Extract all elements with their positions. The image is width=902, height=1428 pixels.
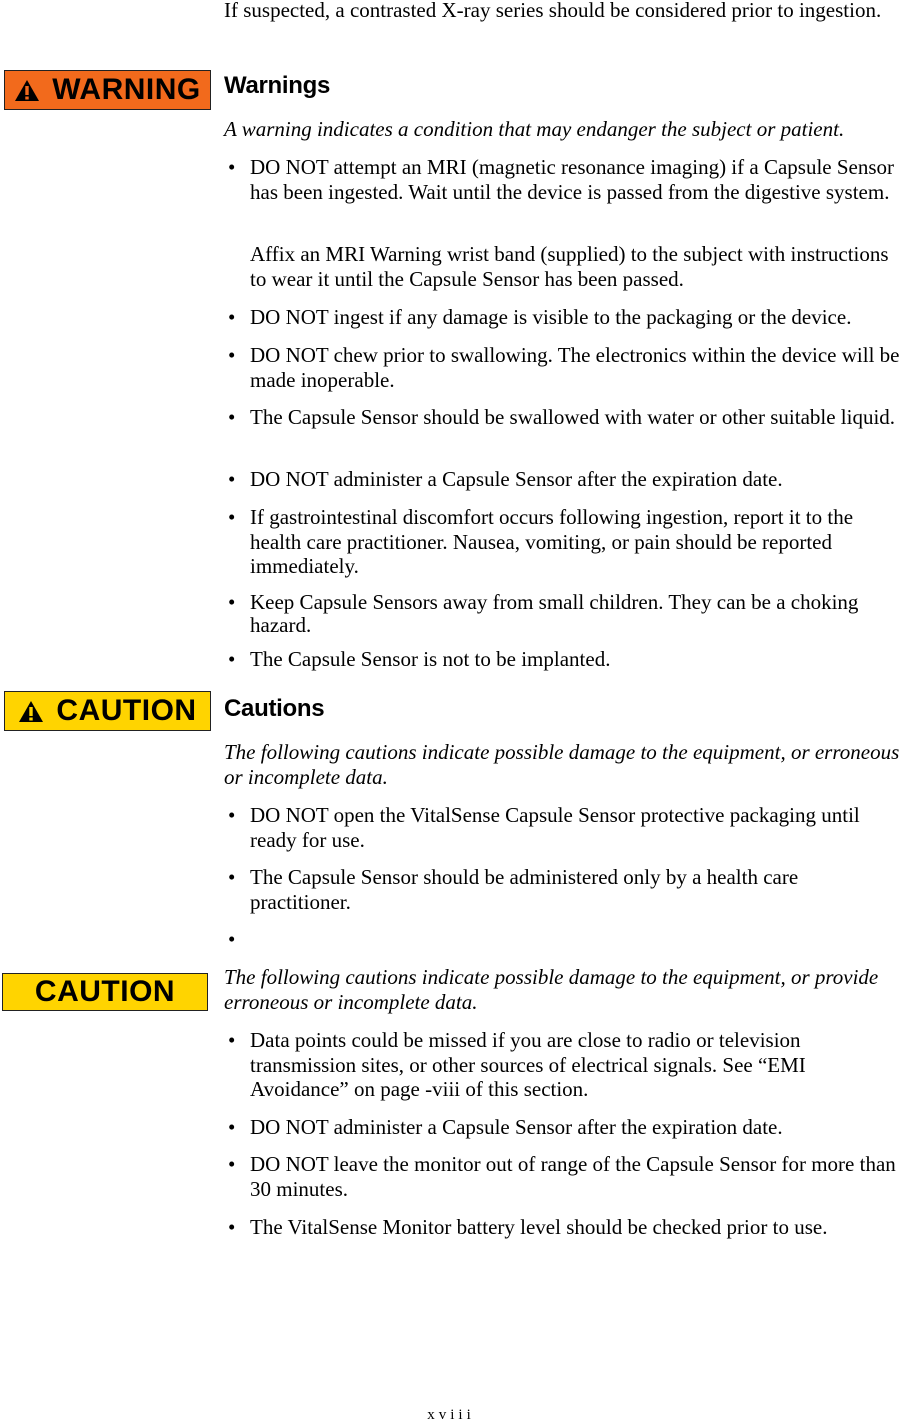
caution-label-plain [2,973,208,1011]
warning-item-text: If gastrointestinal discomfort occurs following ingestion, report it to the health care practitioner. Nausea, vomiting, or pain should be reported immediately. [250,505,854,578]
bullet-icon: • [228,155,236,179]
caution-item-text: DO NOT administer a Capsule Sensor after the expiration date. [250,1115,783,1139]
caution-label-text: CAUTION [56,693,197,727]
warning-item-text: DO NOT attempt an MRI (magnetic resonance imaging) if a Capsule Sensor has been ingested. Wait until the device is passed from the digestive system. [250,155,895,204]
caution-label-text: CAUTION [34,974,176,1008]
warning-item-text: DO NOT chew prior to swallowing. The electronics within the device will be made inoperable. [250,343,900,392]
bullet-icon: • [228,505,236,529]
bullet-icon: • [228,1028,236,1052]
warning-item-text: DO NOT administer a Capsule Sensor after the expiration date. [250,467,783,491]
caution-item-text: DO NOT open the VitalSense Capsule Sensor protective packaging until ready for use. [250,803,860,852]
caution-item-text: DO NOT leave the monitor out of range of the Capsule Sensor for more than 30 minutes. [250,1152,896,1201]
bullet-icon: • [228,647,236,671]
warnings-intro: A warning indicates a condition that may endanger the subject or patient. [224,117,845,141]
bullet-icon: • [228,927,236,951]
bullet-icon: • [228,1215,236,1239]
bullet-icon: • [228,865,236,889]
bullet-icon: • [228,343,236,367]
caution-item-text: The VitalSense Monitor battery level should be checked prior to use. [250,1215,828,1239]
bullet-icon: • [228,803,236,827]
warning-item-text: Keep Capsule Sensors away from small children. They can be a choking hazard. [250,590,859,637]
page-number: xviii [427,1407,475,1423]
cautions-intro: The following cautions indicate possible damage to the equipment, or erroneous or incomplete data. [224,740,900,789]
warning-label [4,70,211,110]
warning-label-text: WARNING [52,72,201,106]
bullet-icon: • [228,405,236,429]
intro-paragraph: If suspected, a contrasted X-ray series should be considered prior to ingestion. [224,0,882,22]
warning-item-text: DO NOT ingest if any damage is visible to the packaging or the device. [250,305,852,329]
bullet-icon: • [228,467,236,491]
bullet-icon: • [228,590,236,614]
warnings-heading: Warnings [224,72,331,99]
bullet-icon: • [228,305,236,329]
caution-item-text: Data points could be missed if you are close to radio or television transmission sites, or other sources of electrical signals. See “EMI Avoidance” on page -viii of this section. [250,1028,806,1101]
warning-item-text: The Capsule Sensor is not to be implanted. [250,647,611,671]
caution-triangle-icon [18,700,44,723]
cautions2-intro: The following cautions indicate possible damage to the equipment, or provide erroneous or incomplete data. [224,965,879,1014]
cautions-heading: Cautions [224,695,325,722]
bullet-icon: • [228,1152,236,1176]
warning-triangle-icon [14,79,40,102]
caution-label [4,691,211,731]
caution-item-text: The Capsule Sensor should be administered only by a health care practitioner. [250,865,799,914]
mri-wristband-note: Affix an MRI Warning wrist band (supplied) to the subject with instructions to wear it until the Capsule Sensor has been passed. [250,242,889,291]
bullet-icon: • [228,1115,236,1139]
warning-item-text: The Capsule Sensor should be swallowed with water or other suitable liquid. [250,405,896,429]
